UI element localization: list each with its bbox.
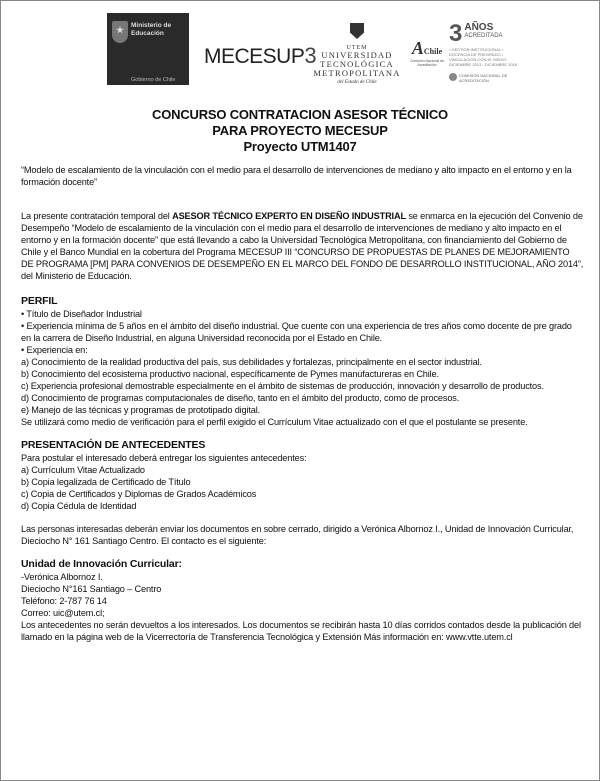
perfil-item: • Experiencia en: xyxy=(21,345,88,355)
utem-logo: UTEM UNIVERSIDAD TECNOLÓGICA METROPOLITANA del Estado de Chile xyxy=(307,23,407,85)
title-line-3: Proyecto UTM1407 xyxy=(243,139,357,154)
antecedentes-item: a) Currículum Vitae Actualizado xyxy=(21,465,145,475)
acreditada-badge: 3 AÑOS ACREDITADA • GESTIÓN INSTITUCIONAL • DOCENCIA DE PREGRADO • VINCULACIÓN CON EL MEDIO DICIEMBRE 2013 - DICIEMBRE 2016 COMISIÓN NACIONAL DE ACREDITACIÓN xyxy=(449,23,525,83)
gobierno-label: Gobierno de Chile xyxy=(131,77,176,83)
contacto-email: Correo: uic@utem.cl; xyxy=(21,608,105,618)
perfil-item: c) Experiencia profesional demostrable especialmente en el ámbito de sistemas de producción, innovación y desarrollo de productos. xyxy=(21,381,544,391)
contacto-heading: Unidad de Innovación Curricular: xyxy=(21,558,182,570)
contacto-line: Dieciocho N°161 Santiago – Centro xyxy=(21,584,162,594)
antecedentes-item: b) Copia legalizada de Certificado de Título xyxy=(21,477,191,487)
project-quote: “Modelo de escalamiento de la vinculación con el medio para el desarrollo de intervenciones de mediano y alto impacto en el entorno y en la formación docente” xyxy=(21,165,572,187)
ministerio-name: Ministerio de Educación xyxy=(131,22,172,37)
perfil-item: a) Conocimiento de la realidad productiva del país, sus debilidades y fortalezas, principalmente en el sector industrial. xyxy=(21,357,482,367)
announcement-title xyxy=(1,107,599,155)
envio-paragraph: Las personas interesadas deberán enviar los documentos en sobre cerrado, dirigido a Verónica Albornoz I., Unidad de Innovación Curricular, Dieciocho N° 161 Santiago Centro. El contacto es el siguiente: xyxy=(21,524,574,546)
cna-seal: COMISIÓN NACIONAL DE ACREDITACIÓN xyxy=(449,73,525,83)
utem-shield-icon xyxy=(350,23,364,39)
closing-paragraph: Los antecedentes no serán devueltos a los interesados. Los documentos se recibirán hasta 10 días corridos contados desde la publicación del llamado en la página web de la Vicerrectoría de Transferencia Tecnológica y Extensión Más información en: www.vtte.utem.cl xyxy=(21,620,581,642)
mecesup-logo: MECESUP3 xyxy=(204,43,317,68)
perfil-item: d) Conocimiento de programas computacionales de diseño, tanto en el ámbito del producto, como de procesos. xyxy=(21,393,460,403)
perfil-heading: PERFIL xyxy=(21,295,58,307)
perfil-item: • Experiencia mínima de 5 años en el ámbito del diseño industrial. Que cuente con una experiencia de tres años como docente de pre grado en la carrera de Diseño Industrial, en alguna Universidad reconocida por el Estado en Chile. xyxy=(21,321,572,343)
perfil-item: • Título de Diseñador Industrial xyxy=(21,309,142,319)
antecedentes-item: c) Copia de Certificados y Diplomas de Grados Académicos xyxy=(21,489,257,499)
logo-bar xyxy=(1,1,599,93)
contacto-line: -Verónica Albornoz I. xyxy=(21,572,103,582)
chile-shield-icon xyxy=(112,21,128,43)
ministerio-educacion-logo xyxy=(107,13,189,85)
perfil-item: Se utilizará como medio de verificación para el perfil exigido el Currículum Vitae actualizado con el que el postulante se presente. xyxy=(21,417,528,427)
title-line-2: PARA PROYECTO MECESUP xyxy=(212,123,388,138)
antecedentes-item: d) Copia Cédula de Identidad xyxy=(21,501,137,511)
perfil-item: e) Manejo de las técnicas y programas de prototipado digital. xyxy=(21,405,261,415)
antecedentes-heading: PRESENTACIÓN DE ANTECEDENTES xyxy=(21,439,206,451)
antecedentes-intro: Para postular el interesado deberá entregar los siguientes antecedentes: xyxy=(21,453,307,463)
perfil-item: b) Conocimiento del ecosistema productivo nacional, específicamente de Pymes manufactureras en Chile. xyxy=(21,369,439,379)
announcement-body xyxy=(21,164,584,643)
acreditacion-chile-logo: AChile Comisión Nacional de Acreditación xyxy=(409,38,445,67)
intro-paragraph: La presente contratación temporal del ASESOR TÉCNICO EXPERTO EN DISEÑO INDUSTRIAL se enmarca en la ejecución del Convenio de Desempeño “Modelo de escalamiento de la vinculación con el medio para el desarrollo de intervenciones de mediano y alto impacto en el entorno y en la formación docente” que está llevando a cabo la Universidad Tecnológica Metropolitana, con financiamiento del Gobierno de Chile y el Banco Mundial en la cobertura del Programa MECESUP III “CONCURSO DE PROPUESTAS DE PLANES DE MEJORAMIENTO DE PROGRAMA [PM] PARA CONVENIOS DE DESEMPEÑO EN EL MARCO DEL FONDO DE DESARROLLO INSTITUCIONAL, AÑO 2014”, del Ministerio de Educación. xyxy=(21,211,584,281)
title-line-1: CONCURSO CONTRATACION ASESOR TÉCNICO xyxy=(152,107,448,122)
contacto-line: Teléfono: 2-787 76 14 xyxy=(21,596,107,606)
